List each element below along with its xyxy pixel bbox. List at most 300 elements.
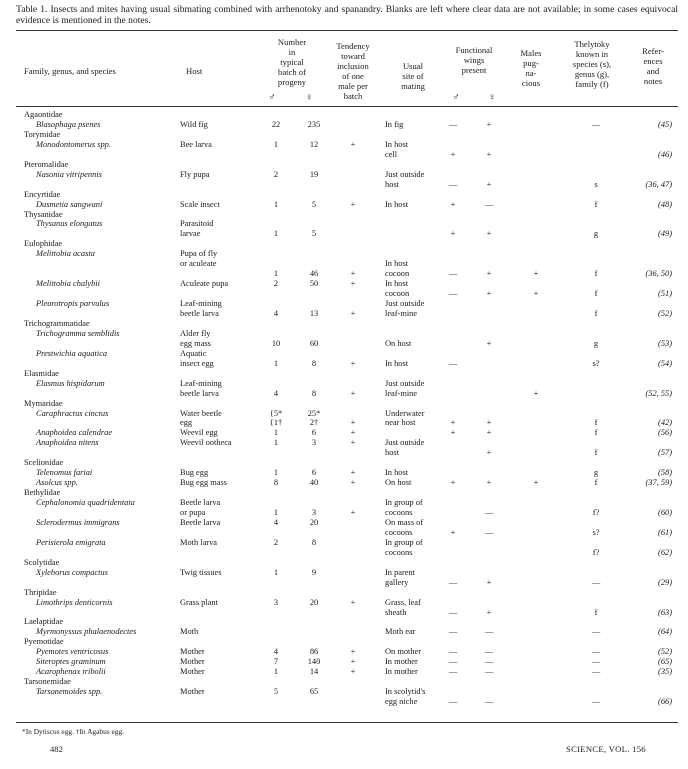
thelytoky-cell: g: [593, 338, 599, 348]
reference-cell: (52, 55): [645, 388, 672, 398]
host-cell: Fly pupa: [180, 169, 210, 179]
number-female-cell: 8: [311, 388, 317, 398]
thelytoky-cell: f: [594, 448, 598, 458]
header-line: known in: [575, 49, 609, 59]
wings-male-cell: —: [448, 269, 458, 279]
number-male-cell: 5: [273, 687, 279, 697]
host-cell: Alder fly: [180, 328, 211, 338]
species-name: Cephalonomia quadridentata: [36, 498, 135, 508]
number-male-cell: 1: [273, 438, 279, 448]
number-female-cell: 9: [311, 567, 317, 577]
host-cell: Beetle larva: [180, 498, 221, 508]
thelytoky-cell: s?: [592, 527, 600, 537]
mating-site-cell: cocoons: [385, 508, 413, 517]
thelytoky-cell: —: [591, 627, 601, 637]
family-name: Eulophidae: [24, 239, 63, 249]
reference-cell: (66): [658, 697, 672, 707]
species-name: Pyemotes ventricosus: [36, 647, 109, 657]
number-female-cell: 8: [311, 537, 317, 547]
number-female-cell: 40: [309, 478, 319, 488]
number-male-cell: 1: [273, 358, 279, 368]
tendency-cell: +: [350, 438, 356, 448]
table-bottom-rule: [16, 722, 678, 723]
reference-cell: (65): [658, 657, 672, 667]
table-caption: Table 1. Insects and mites having usual sibmating combined with arrhenotoky and spanandry. Blanks are left where clear data are not available; in some cases equivocal evidence is mentioned in the notes.: [16, 4, 678, 26]
header-line: family (f): [575, 79, 609, 89]
number-female-cell: 5: [311, 199, 317, 209]
family-name: Bethylidae: [24, 488, 61, 498]
header-line: na-: [525, 68, 537, 78]
thelytoky-cell: —: [591, 119, 601, 129]
header-line: ences: [643, 56, 663, 66]
host-cell: Wild fig: [180, 119, 208, 129]
reference-cell: (52): [658, 647, 672, 657]
number-female-cell: 3: [311, 438, 317, 448]
mating-site-cell: cocoons: [385, 547, 413, 557]
reference-cell: (52): [658, 309, 672, 318]
mating-site-cell: Just outside: [385, 299, 425, 309]
number-male-cell: 2: [273, 169, 279, 179]
reference-cell: (45): [658, 119, 672, 129]
mating-site-cell: In host: [385, 279, 409, 289]
family-name: Laelaptidae: [24, 617, 64, 627]
species-name: Siteroptes graminum: [36, 657, 106, 667]
family-name: Trichogrammatidae: [24, 318, 90, 328]
host-cell: Weevil ootheca: [180, 438, 232, 448]
species-name: Trichogramma semblidis: [36, 328, 120, 338]
wings-male-cell: +: [450, 418, 456, 428]
number-female-cell: 20: [309, 517, 319, 527]
species-name: Caraphractus cinctus: [36, 408, 109, 418]
number-female-cell: 65: [309, 687, 319, 697]
reference-cell: (51): [658, 289, 672, 299]
mating-site-cell: In host: [385, 358, 409, 368]
host-cell: Mother: [180, 687, 205, 697]
host-cell: Moth larva: [180, 537, 217, 547]
header-line: progeny: [277, 77, 307, 87]
tendency-cell: +: [350, 428, 356, 438]
host-cell: Grass plant: [180, 597, 218, 607]
header-line: of one: [342, 71, 364, 81]
female-symbol: ♀: [305, 92, 313, 103]
wings-male-cell: +: [450, 527, 456, 537]
mating-site-cell: On host: [385, 338, 412, 348]
wings-male-cell: —: [448, 577, 458, 587]
host-cell: Mother: [180, 667, 205, 677]
mating-site-cell: leaf-mine: [385, 309, 418, 318]
wings-male-cell: +: [450, 229, 456, 239]
wings-female-cell: —: [484, 627, 494, 637]
number-male-cell: 8: [273, 478, 279, 488]
header-line: notes: [643, 76, 663, 86]
family-name: Tarsonemidae: [24, 677, 71, 687]
number-male-cell: 2: [273, 279, 279, 289]
mating-site-cell: On mother: [385, 647, 422, 657]
wings-female-cell: +: [486, 119, 492, 129]
number-female-cell: 235: [307, 119, 321, 129]
reference-cell: (53): [658, 338, 672, 348]
wings-male-cell: —: [448, 697, 458, 707]
mating-site-cell: In mother: [385, 657, 418, 667]
header-line: pug-: [523, 58, 539, 68]
number-female-cell: 19: [309, 169, 319, 179]
tendency-cell: +: [350, 508, 356, 517]
male-symbol: ♂: [268, 92, 276, 103]
wings-female-cell: +: [486, 607, 492, 617]
wings-female-cell: +: [486, 448, 492, 458]
thelytoky-cell: s: [594, 179, 598, 189]
males-pugnacious-cell: +: [533, 269, 539, 279]
number-male-cell: 1: [273, 428, 279, 438]
number-female-cell: 12: [309, 139, 319, 149]
header-line: species (s),: [572, 59, 612, 69]
header-line: typical: [280, 57, 304, 67]
thelytoky-cell: f?: [592, 547, 600, 557]
wings-female-cell: —: [484, 697, 494, 707]
species-name: Blasophaga psenes: [36, 119, 101, 129]
host-cell: or aculeate: [180, 259, 217, 269]
header-references: [630, 46, 676, 86]
reference-cell: (29): [658, 577, 672, 587]
number-male-cell: 1: [273, 667, 279, 677]
wings-female-symbol: ♀: [488, 92, 496, 103]
reference-cell: (58): [658, 468, 672, 478]
header-line: Thelytoky: [574, 39, 610, 49]
species-name: Perisierola emigrata: [36, 537, 106, 547]
tendency-cell: +: [350, 309, 356, 318]
mating-site-cell: In fig: [385, 119, 404, 129]
number-female-cell: 14: [309, 667, 319, 677]
number-male-cell: 10: [271, 338, 281, 348]
wings-female-cell: —: [484, 657, 494, 667]
header-line: genus (g),: [574, 69, 610, 79]
header-line: Tendency: [336, 41, 370, 51]
header-line: Refer-: [642, 46, 664, 56]
species-name: Elasmus hispidarum: [36, 378, 105, 388]
host-cell: Aquatic: [180, 348, 207, 358]
host-cell: Bug egg: [180, 468, 209, 478]
thelytoky-cell: —: [591, 667, 601, 677]
number-male-cell: 1: [273, 567, 279, 577]
wings-male-cell: —: [448, 289, 458, 299]
host-cell: Mother: [180, 647, 205, 657]
host-cell: Bug egg mass: [180, 478, 227, 488]
number-female-cell: 140: [307, 657, 321, 667]
header-usual-site: [393, 61, 433, 91]
species-name: Tarsonemoides spp.: [36, 687, 103, 697]
species-name: Telenomus fariai: [36, 468, 93, 478]
reference-cell: (64): [658, 627, 672, 637]
header-host: Host: [186, 66, 203, 76]
species-name: Prestwichia aquatica: [36, 348, 108, 358]
number-male-cell: 1: [273, 269, 279, 279]
header-line: inclusion: [337, 61, 369, 71]
host-cell: Twig tissues: [180, 567, 222, 577]
header-line: present: [461, 65, 487, 75]
tendency-cell: +: [350, 279, 356, 289]
family-name: Mymaridae: [24, 398, 63, 408]
number-male-cell: 1: [273, 229, 279, 239]
header-line: in: [288, 47, 296, 57]
mating-site-cell: In parent: [385, 567, 415, 577]
number-male-cell: 4: [273, 388, 279, 398]
wings-female-cell: —: [484, 508, 494, 517]
host-cell: insect egg: [180, 358, 214, 368]
host-cell: Parasitoid: [180, 219, 214, 229]
mating-site-cell: In group of: [385, 498, 423, 508]
wings-female-cell: —: [484, 199, 494, 209]
header-tendency: [326, 41, 380, 101]
number-female-cell: 25*: [307, 408, 321, 418]
number-female-cell: 6: [311, 428, 317, 438]
reference-cell: (36, 50): [645, 269, 672, 279]
wings-female-cell: +: [486, 428, 492, 438]
species-name: Anaphoidea calendrae: [36, 428, 113, 438]
reference-cell: (61): [658, 527, 672, 537]
number-female-cell: 46: [309, 269, 319, 279]
host-cell: Leaf-mining: [180, 299, 222, 309]
page-number: 482: [50, 744, 63, 754]
header-males-pugnacious: [512, 48, 550, 88]
number-male-cell: 22: [271, 119, 281, 129]
family-name: Thysanidae: [24, 209, 63, 219]
species-name: Melittobia acasta: [36, 249, 95, 259]
number-female-cell: 3: [311, 508, 317, 517]
wings-male-cell: +: [450, 199, 456, 209]
reference-cell: (48): [658, 199, 672, 209]
tendency-cell: +: [350, 478, 356, 488]
reference-cell: (37, 59): [645, 478, 672, 488]
wings-female-cell: +: [486, 229, 492, 239]
number-female-cell: 5: [311, 229, 317, 239]
mating-site-cell: In scolytid's: [385, 687, 426, 697]
reference-cell: (56): [658, 428, 672, 438]
thelytoky-cell: f: [594, 199, 598, 209]
males-pugnacious-cell: +: [533, 289, 539, 299]
mating-site-cell: Grass, leaf: [385, 597, 421, 607]
mating-site-cell: In group of: [385, 537, 423, 547]
number-male-cell: 4: [273, 647, 279, 657]
family-name: Elasmidae: [24, 368, 59, 378]
reference-cell: (35): [658, 667, 672, 677]
thelytoky-cell: —: [591, 647, 601, 657]
number-female-cell: 8: [311, 358, 317, 368]
number-male-cell: 4: [273, 309, 279, 318]
species-name: Thysanus elongatus: [36, 219, 103, 229]
thelytoky-cell: f: [594, 418, 598, 428]
wings-male-cell: —: [448, 647, 458, 657]
wings-male-cell: —: [448, 358, 458, 368]
tendency-cell: +: [350, 269, 356, 279]
tendency-cell: +: [350, 418, 356, 428]
species-name: Limothrips denticornis: [36, 597, 113, 607]
mating-site-cell: leaf-mine: [385, 388, 418, 398]
thelytoky-cell: —: [591, 657, 601, 667]
host-cell: Leaf-mining: [180, 378, 222, 388]
family-name: Scolytidae: [24, 557, 60, 567]
mating-site-cell: Moth ear: [385, 627, 416, 637]
wings-male-cell: —: [448, 657, 458, 667]
number-female-cell: 86: [309, 647, 319, 657]
thelytoky-cell: f: [594, 478, 598, 488]
number-female-cell: 2†: [309, 418, 319, 428]
mating-site-cell: Just outside: [385, 169, 425, 179]
species-name: Anaphoidea nitens: [36, 438, 99, 448]
reference-cell: (54): [658, 358, 672, 368]
tendency-cell: +: [350, 388, 356, 398]
wings-female-cell: —: [484, 527, 494, 537]
species-name: Acarophenax tribolii: [36, 667, 106, 677]
host-cell: Moth: [180, 627, 199, 637]
wings-female-cell: —: [484, 647, 494, 657]
reference-cell: (57): [658, 448, 672, 458]
species-name: Pleurotropis parvulus: [36, 299, 110, 309]
host-cell: Water beetle: [180, 408, 222, 418]
number-male-cell: 1: [273, 468, 279, 478]
mating-site-cell: host: [385, 448, 399, 458]
reference-cell: (63): [658, 607, 672, 617]
family-name: Thripidae: [24, 587, 57, 597]
reference-cell: (46): [658, 149, 672, 159]
number-female-cell: 50: [309, 279, 319, 289]
species-name: Monodontomerus spp.: [36, 139, 111, 149]
mating-site-cell: host: [385, 179, 399, 189]
number-male-cell: 7: [273, 657, 279, 667]
thelytoky-cell: —: [591, 697, 601, 707]
host-cell: egg mass: [180, 338, 211, 348]
header-line: Usual: [402, 61, 424, 71]
thelytoky-cell: f: [594, 289, 598, 299]
header-line: batch: [343, 91, 363, 101]
tendency-cell: +: [350, 199, 356, 209]
header-line: wings: [463, 55, 485, 65]
family-name: Pteromalidae: [24, 159, 69, 169]
header-top-rule: [16, 30, 678, 31]
wings-female-cell: +: [486, 478, 492, 488]
wings-male-cell: +: [450, 428, 456, 438]
number-male-cell: 1: [273, 508, 279, 517]
reference-cell: (62): [658, 547, 672, 557]
mating-site-cell: In mother: [385, 667, 418, 677]
header-line: male per: [338, 81, 368, 91]
mating-site-cell: cocoon: [385, 289, 410, 299]
wings-female-cell: +: [486, 179, 492, 189]
header-functional-wings: [444, 45, 504, 75]
number-male-cell: {1†: [269, 418, 283, 428]
number-female-cell: 20: [309, 597, 319, 607]
tendency-cell: +: [350, 358, 356, 368]
wings-male-cell: —: [448, 607, 458, 617]
mating-site-cell: near host: [385, 418, 416, 428]
number-male-cell: 1: [273, 199, 279, 209]
mating-site-cell: cocoon: [385, 269, 410, 279]
species-name: Myrmonyssus phalaenodectes: [36, 627, 137, 637]
mating-site-cell: In host: [385, 259, 409, 269]
reference-cell: (42): [658, 418, 672, 428]
family-name: Torymidae: [24, 129, 61, 139]
wings-female-cell: +: [486, 289, 492, 299]
number-female-cell: 13: [309, 309, 319, 318]
host-cell: Mother: [180, 657, 205, 667]
header-line: mating: [401, 81, 425, 91]
reference-cell: (60): [658, 508, 672, 517]
species-name: Nasonia vitripennis: [36, 169, 102, 179]
wings-male-symbol: ♂: [452, 92, 460, 103]
header-line: site of: [402, 71, 424, 81]
family-name: Scelionidae: [24, 458, 64, 468]
mating-site-cell: In host: [385, 468, 409, 478]
tendency-cell: +: [350, 468, 356, 478]
thelytoky-cell: g: [593, 468, 599, 478]
thelytoky-cell: s?: [592, 358, 600, 368]
host-cell: larvae: [180, 229, 201, 239]
species-name: Asolcus spp.: [36, 478, 78, 488]
header-number: [262, 37, 322, 87]
family-name: Encyrtidae: [24, 189, 61, 199]
host-cell: beetle larva: [180, 309, 219, 318]
wings-male-cell: —: [448, 627, 458, 637]
host-cell: Pupa of fly: [180, 249, 218, 259]
mating-site-cell: On host: [385, 478, 412, 488]
mating-site-cell: Just outside: [385, 378, 425, 388]
header-thelytoky: [561, 39, 623, 89]
wings-male-cell: —: [448, 179, 458, 189]
family-name: Pyemotidae: [24, 637, 64, 647]
host-cell: Scale insect: [180, 199, 220, 209]
header-bottom-rule: [16, 106, 678, 107]
males-pugnacious-cell: +: [533, 388, 539, 398]
males-pugnacious-cell: +: [533, 478, 539, 488]
mating-site-cell: sheath: [385, 607, 407, 617]
reference-cell: (36, 47): [645, 179, 672, 189]
wings-female-cell: +: [486, 269, 492, 279]
tendency-cell: +: [350, 657, 356, 667]
header-line: Number: [277, 37, 307, 47]
tendency-cell: +: [350, 139, 356, 149]
host-cell: beetle larva: [180, 388, 219, 398]
thelytoky-cell: f: [594, 269, 598, 279]
number-male-cell: {5*: [269, 408, 283, 418]
host-cell: egg: [180, 418, 193, 428]
mating-site-cell: egg niche: [385, 697, 418, 707]
host-cell: or pupa: [180, 508, 206, 517]
thelytoky-cell: f?: [592, 508, 600, 517]
wings-female-cell: +: [486, 418, 492, 428]
header-line: batch of: [278, 67, 306, 77]
host-cell: Aculeate pupa: [180, 279, 229, 289]
mating-site-cell: Just outside: [385, 438, 425, 448]
wings-female-cell: +: [486, 338, 492, 348]
wings-female-cell: —: [484, 667, 494, 677]
mating-site-cell: On mass of: [385, 517, 424, 527]
species-name: Xyleborus compactus: [36, 567, 108, 577]
wings-male-cell: —: [448, 119, 458, 129]
header-line: cious: [521, 78, 541, 88]
journal-footer: SCIENCE, VOL. 156: [566, 744, 646, 754]
number-male-cell: 1: [273, 139, 279, 149]
tendency-cell: +: [350, 667, 356, 677]
reference-cell: (49): [658, 229, 672, 239]
wings-male-cell: —: [448, 667, 458, 677]
header-line: Functional: [455, 45, 493, 55]
wings-male-cell: +: [450, 478, 456, 488]
thelytoky-cell: f: [594, 607, 598, 617]
number-male-cell: 3: [273, 597, 279, 607]
family-name: Agaontidae: [24, 110, 63, 119]
header-line: Males: [520, 48, 542, 58]
thelytoky-cell: g: [593, 229, 599, 239]
number-male-cell: 4: [273, 517, 279, 527]
